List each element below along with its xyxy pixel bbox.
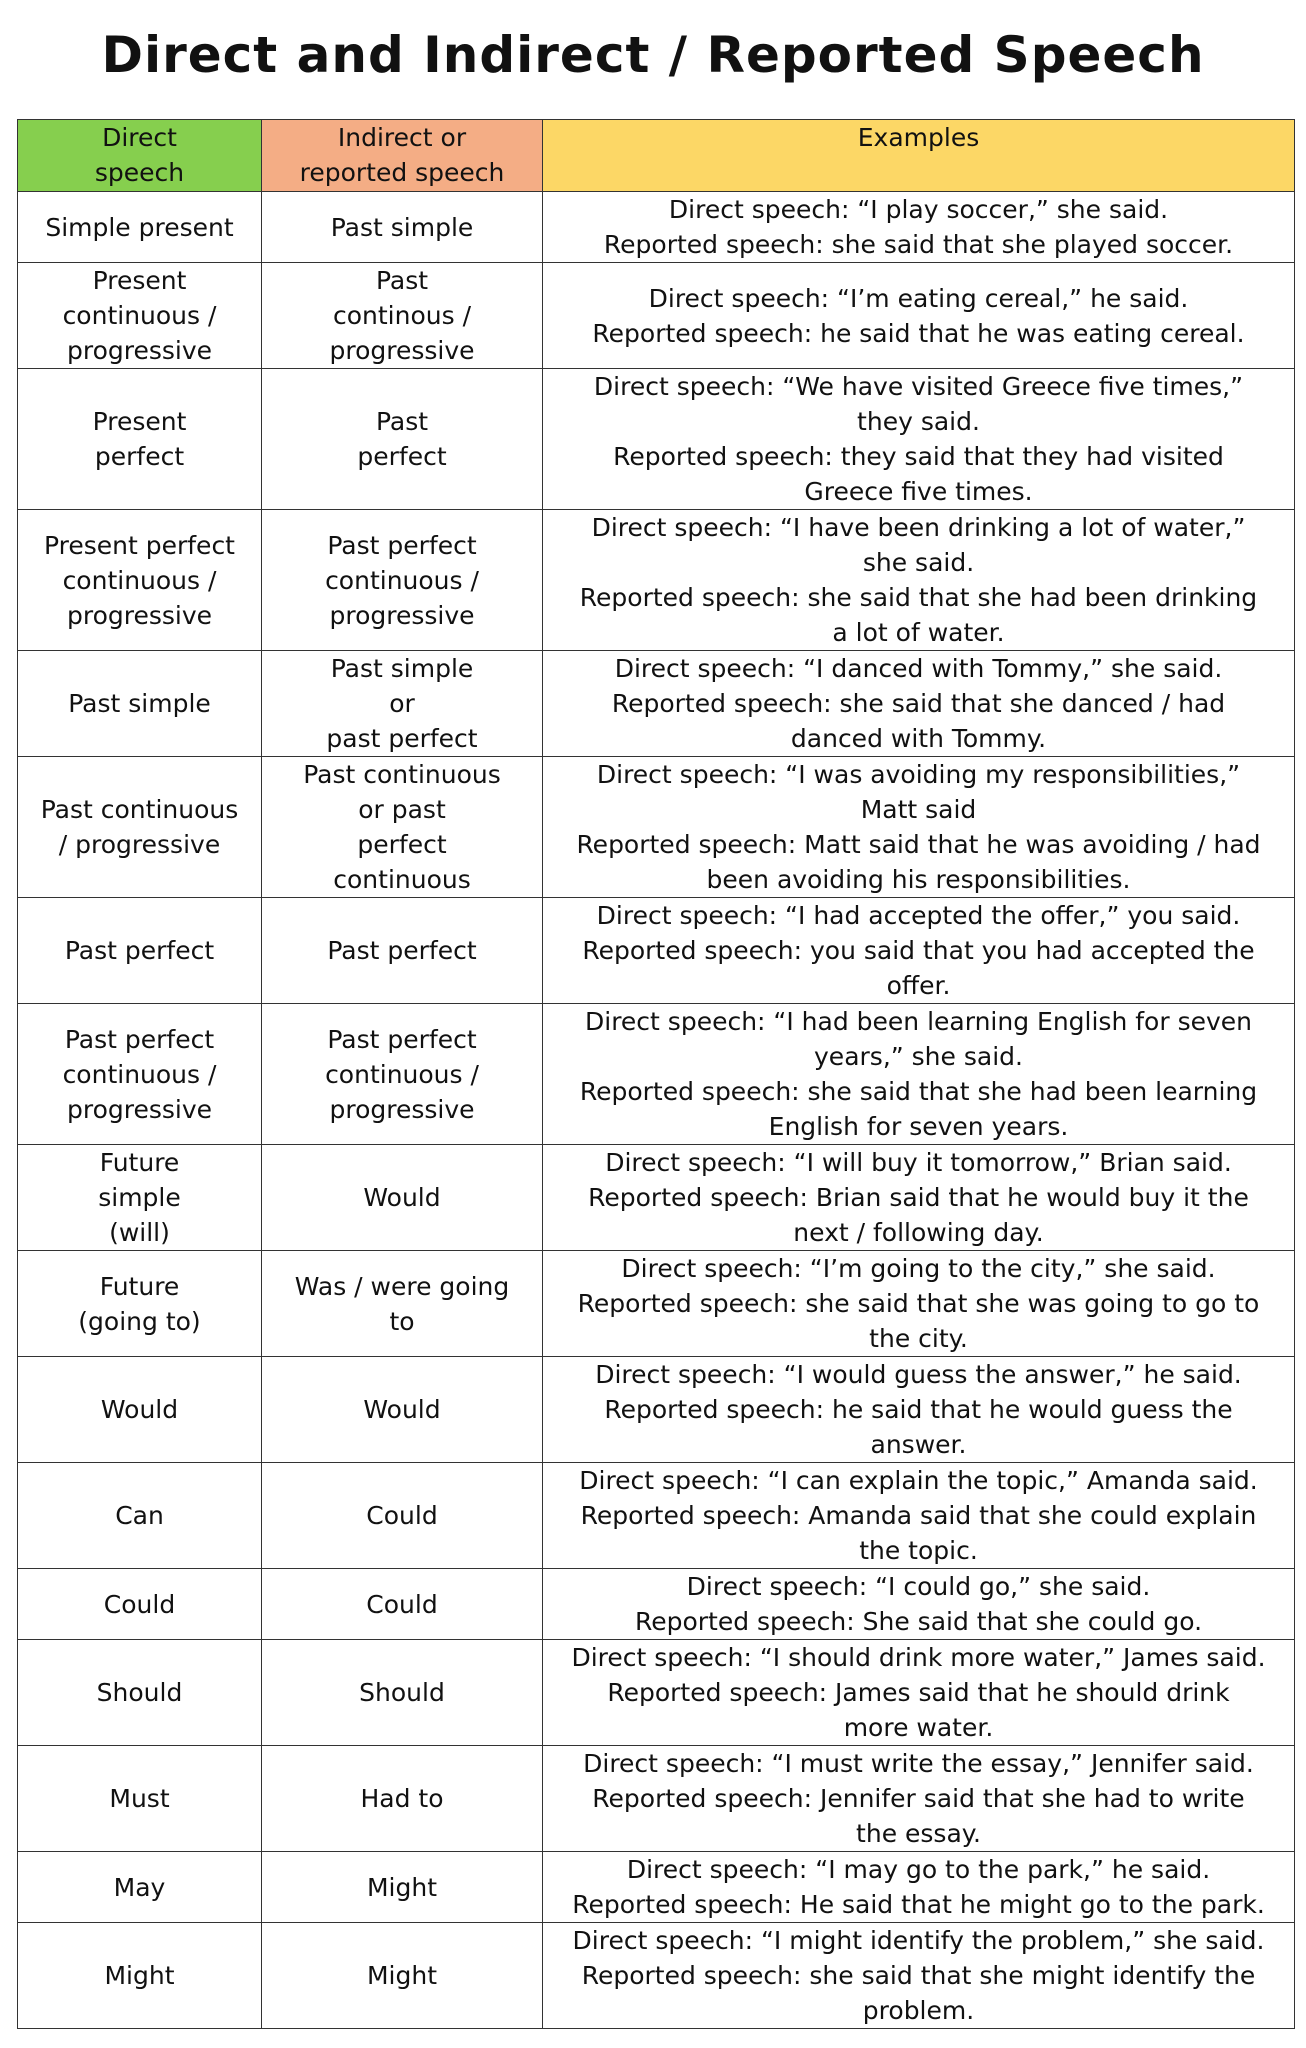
direct-speech-cell: Present continuous / progressive	[18, 263, 262, 369]
example-cell: Direct speech: “I could go,” she said. Reported speech: She said that she could go.	[543, 1569, 1295, 1640]
table-row	[18, 651, 1295, 757]
direct-speech-cell: Past continuous / progressive	[18, 757, 262, 898]
direct-speech-cell: Should	[18, 1640, 262, 1746]
indirect-speech-cell: Past perfect continuous / progressive	[262, 1004, 543, 1145]
indirect-speech-cell: Could	[262, 1463, 543, 1569]
table-row	[18, 1251, 1295, 1357]
direct-speech-cell: Could	[18, 1569, 262, 1640]
example-cell: Direct speech: “I must write the essay,” Jennifer said. Reported speech: Jennifer said that she had to write the essay.	[543, 1746, 1295, 1852]
table-row	[18, 510, 1295, 651]
direct-speech-cell: Would	[18, 1357, 262, 1463]
indirect-speech-cell: Would	[262, 1357, 543, 1463]
example-cell: Direct speech: “I might identify the problem,” she said. Reported speech: she said that she might identify the problem.	[543, 1923, 1295, 2029]
direct-speech-cell: Future simple (will)	[18, 1145, 262, 1251]
indirect-speech-cell: Might	[262, 1923, 543, 2029]
tense-table	[17, 119, 1295, 2029]
indirect-speech-cell: Was / were going to	[262, 1251, 543, 1357]
example-cell: Direct speech: “I was avoiding my responsibilities,” Matt said Reported speech: Matt said that he was avoiding / had been avoiding his responsibilities.	[543, 757, 1295, 898]
table-row	[18, 1145, 1295, 1251]
direct-speech-cell: Past simple	[18, 651, 262, 757]
table-row	[18, 1357, 1295, 1463]
table-row	[18, 192, 1295, 263]
indirect-speech-cell: Past continuous or past perfect continuous	[262, 757, 543, 898]
example-cell: Direct speech: “I may go to the park,” he said. Reported speech: He said that he might go to the park.	[543, 1852, 1295, 1923]
direct-speech-cell: Must	[18, 1746, 262, 1852]
indirect-speech-cell: Past simple	[262, 192, 543, 263]
indirect-speech-cell: Past perfect	[262, 898, 543, 1004]
table-row	[18, 1004, 1295, 1145]
indirect-speech-cell: Could	[262, 1569, 543, 1640]
direct-speech-cell: Present perfect continuous / progressive	[18, 510, 262, 651]
example-cell: Direct speech: “I danced with Tommy,” she said. Reported speech: she said that she danced / had danced with Tommy.	[543, 651, 1295, 757]
example-cell: Direct speech: “I’m eating cereal,” he said. Reported speech: he said that he was eating cereal.	[543, 263, 1295, 369]
indirect-speech-cell: Past perfect continuous / progressive	[262, 510, 543, 651]
indirect-speech-cell: Had to	[262, 1746, 543, 1852]
example-cell: Direct speech: “I would guess the answer,” he said. Reported speech: he said that he would guess the answer.	[543, 1357, 1295, 1463]
direct-speech-cell: Past perfect	[18, 898, 262, 1004]
table-row	[18, 263, 1295, 369]
table-row	[18, 1746, 1295, 1852]
indirect-speech-cell: Past continous / progressive	[262, 263, 543, 369]
table-row	[18, 757, 1295, 898]
header-indirect-speech: Indirect or reported speech	[262, 120, 543, 192]
header-direct-speech: Direct speech	[18, 120, 262, 192]
indirect-speech-cell: Would	[262, 1145, 543, 1251]
direct-speech-cell: Simple present	[18, 192, 262, 263]
table-row	[18, 1640, 1295, 1746]
example-cell: Direct speech: “I will buy it tomorrow,” Brian said. Reported speech: Brian said that he would buy it the next / following day.	[543, 1145, 1295, 1251]
table-row	[18, 1852, 1295, 1923]
table-row	[18, 369, 1295, 510]
table-header-row	[18, 120, 1295, 192]
page-title: Direct and Indirect / Reported Speech	[101, 26, 1205, 84]
table-row	[18, 1569, 1295, 1640]
indirect-speech-cell: Past perfect	[262, 369, 543, 510]
direct-speech-cell: Might	[18, 1923, 262, 2029]
example-cell: Direct speech: “I had accepted the offer,” you said. Reported speech: you said that you had accepted the offer.	[543, 898, 1295, 1004]
indirect-speech-cell: Might	[262, 1852, 543, 1923]
direct-speech-cell: Past perfect continuous / progressive	[18, 1004, 262, 1145]
example-cell: Direct speech: “I can explain the topic,” Amanda said. Reported speech: Amanda said that she could explain the topic.	[543, 1463, 1295, 1569]
example-cell: Direct speech: “We have visited Greece five times,” they said. Reported speech: they said that they had visited Greece five times.	[543, 369, 1295, 510]
example-cell: Direct speech: “I’m going to the city,” she said. Reported speech: she said that she was going to go to the city.	[543, 1251, 1295, 1357]
example-cell: Direct speech: “I should drink more water,” James said. Reported speech: James said that he should drink more water.	[543, 1640, 1295, 1746]
indirect-speech-cell: Past simple or past perfect	[262, 651, 543, 757]
direct-speech-cell: Can	[18, 1463, 262, 1569]
example-cell: Direct speech: “I had been learning English for seven years,” she said. Reported speech: she said that she had been learning English for seven years.	[543, 1004, 1295, 1145]
indirect-speech-cell: Should	[262, 1640, 543, 1746]
direct-speech-cell: Future (going to)	[18, 1251, 262, 1357]
example-cell: Direct speech: “I play soccer,” she said. Reported speech: she said that she played soccer.	[543, 192, 1295, 263]
direct-speech-cell: Present perfect	[18, 369, 262, 510]
example-cell: Direct speech: “I have been drinking a lot of water,” she said. Reported speech: she said that she had been drinking a lot of water.	[543, 510, 1295, 651]
direct-speech-cell: May	[18, 1852, 262, 1923]
table-row	[18, 1463, 1295, 1569]
table-row	[18, 898, 1295, 1004]
table-row	[18, 1923, 1295, 2029]
header-examples: Examples	[543, 120, 1295, 192]
